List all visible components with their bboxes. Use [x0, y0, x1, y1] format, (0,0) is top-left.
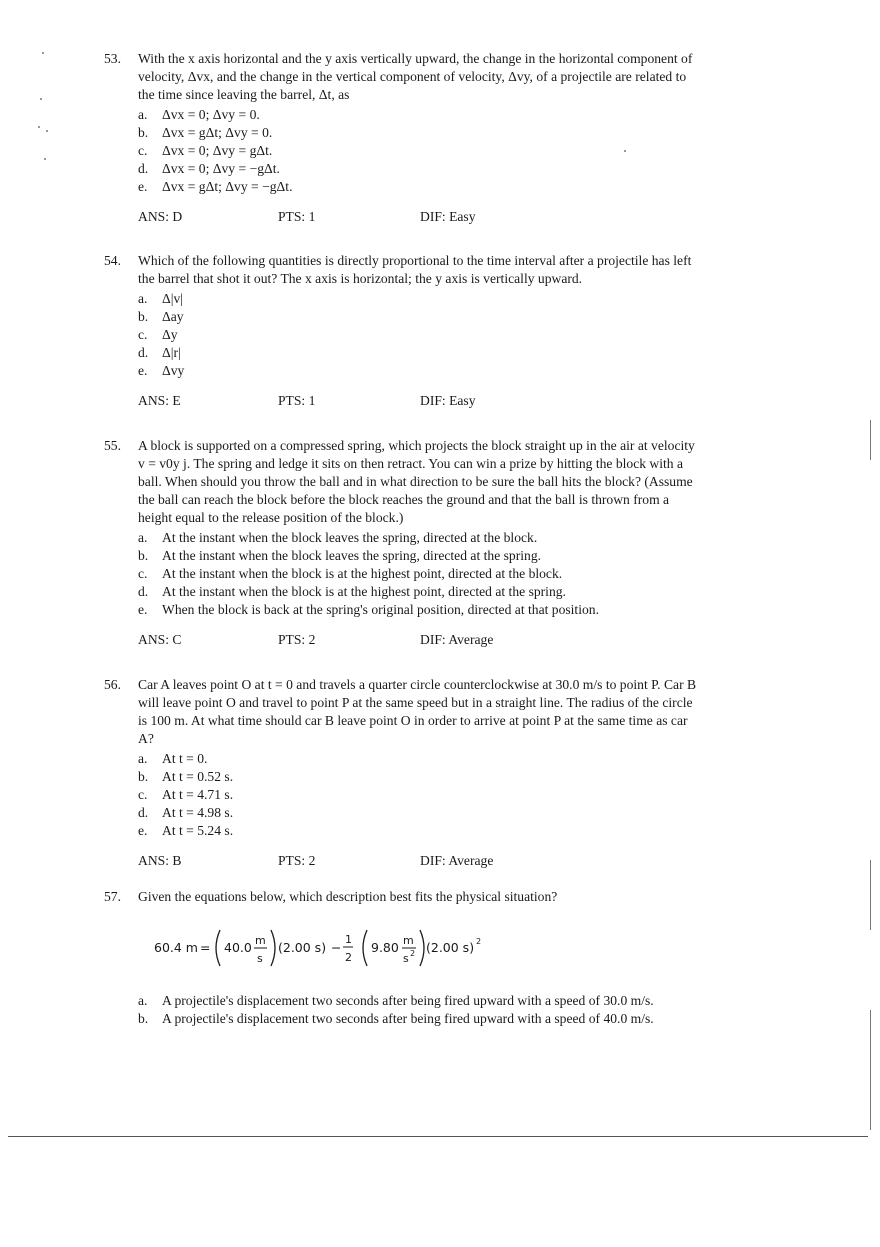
scan-speck	[44, 158, 46, 160]
initial-speed-value: 40.0	[224, 940, 252, 955]
choice-b: b. At the instant when the block leaves the spring, directed at the spring.	[138, 548, 542, 563]
stem-line: v = v0y j. The spring and ledge it sits on then retract. You can win a prize by hitting the block with a	[138, 456, 684, 471]
choice-a: a. Δ|v|	[138, 291, 183, 306]
choice-list	[138, 750, 794, 840]
scan-speck	[38, 126, 40, 128]
stem-line: Car A leaves point O at t = 0 and travels a quarter circle counterclockwise at 30.0 m/s to point P. Car B	[138, 677, 697, 692]
points: PTS: 2	[278, 853, 316, 868]
answer-line	[138, 392, 794, 410]
stem-line: A block is supported on a compressed spring, which projects the block straight up in the air at velocity	[138, 438, 695, 453]
choice-e: e. At t = 5.24 s.	[138, 823, 234, 838]
half-numerator: 1	[345, 933, 352, 946]
scan-edge	[870, 1010, 871, 1130]
choice-e: e. Δvx = gΔt; Δvy = −gΔt.	[138, 179, 293, 194]
difficulty: DIF: Average	[420, 853, 494, 868]
stem-line: Given the equations below, which description best fits the physical situation?	[138, 889, 558, 904]
question-53	[104, 50, 794, 226]
choice-a: a. At t = 0.	[138, 751, 208, 766]
equation-graphic	[154, 922, 574, 974]
stem-line: the time since leaving the barrel, Δt, as	[138, 87, 350, 102]
question-number: 56.	[104, 677, 121, 692]
question-stem	[138, 676, 794, 748]
choice-d: d. Δvx = 0; Δvy = −gΔt.	[138, 161, 280, 176]
scan-speck	[40, 98, 42, 100]
gravity-value: 9.80	[371, 940, 399, 955]
choice-c: c. Δvx = 0; Δvy = gΔt.	[138, 143, 273, 158]
stem-line: With the x axis horizontal and the y axis vertically upward, the change in the horizontal component of	[138, 51, 693, 66]
stem-line: is 100 m. At what time should car B leave point O in order to arrive at point P at the same time as car	[138, 713, 688, 728]
page-bottom-rule	[8, 1136, 868, 1137]
paren-close	[271, 930, 275, 966]
choice-b: b. A projectile's displacement two seconds after being fired upward with a speed of 40.0 m/s.	[138, 1011, 654, 1026]
question-54	[104, 252, 794, 410]
question-stem	[138, 888, 794, 906]
question-number: 53.	[104, 51, 121, 66]
choice-a: a. At the instant when the block leaves the spring, directed at the block.	[138, 530, 538, 545]
unit-seconds: s	[257, 952, 263, 965]
exponent: 2	[476, 937, 482, 946]
stem-line: ball. When should you throw the ball and in what direction to be sure the ball hits the block? (Assume	[138, 474, 693, 489]
half-denominator: 2	[345, 951, 352, 964]
time-term-1: (2.00 s)	[278, 940, 327, 955]
answer-line	[138, 631, 794, 649]
answer: ANS: B	[138, 853, 182, 868]
points: PTS: 2	[278, 632, 316, 647]
choice-list	[138, 992, 794, 1028]
choice-b: b. Δvx = gΔt; Δvy = 0.	[138, 125, 273, 140]
question-56	[104, 676, 794, 870]
stem-line: height equal to the release position of the block.)	[138, 510, 404, 525]
answer: ANS: D	[138, 209, 183, 224]
stem-line: the ball can reach the block before the block reaches the ground and that the ball is thrown from a	[138, 492, 670, 507]
choice-b: b. Δay	[138, 309, 184, 324]
choice-a: a. A projectile's displacement two seconds after being fired upward with a speed of 30.0 m/s.	[138, 993, 654, 1008]
points: PTS: 1	[278, 209, 316, 224]
unit-meters: m	[403, 934, 414, 947]
answer-line	[138, 208, 794, 226]
question-55	[104, 437, 794, 649]
choice-list	[138, 106, 794, 196]
question-number: 57.	[104, 889, 121, 904]
exponent: 2	[410, 949, 416, 958]
choice-d: d. At t = 4.98 s.	[138, 805, 234, 820]
stem-line: Which of the following quantities is directly proportional to the time interval after a projectile has left	[138, 253, 692, 268]
stem-line: the barrel that shot it out? The x axis is horizontal; the y axis is vertically upward.	[138, 271, 583, 286]
choice-c: c. Δy	[138, 327, 178, 342]
question-stem	[138, 50, 794, 104]
choice-e: e. Δvy	[138, 363, 185, 378]
choice-d: d. Δ|r|	[138, 345, 181, 360]
scan-edge	[870, 420, 871, 460]
scan-speck	[42, 52, 44, 54]
choice-e: e. When the block is back at the spring's original position, directed at that position.	[138, 602, 599, 617]
choice-c: c. At t = 4.71 s.	[138, 787, 234, 802]
choice-list	[138, 529, 794, 619]
paren-open	[216, 930, 220, 966]
equation-lhs: 60.4 m	[154, 940, 198, 955]
answer: ANS: C	[138, 632, 182, 647]
answer-line	[138, 852, 794, 870]
unit-seconds: s	[403, 952, 409, 965]
question-57	[104, 888, 794, 1028]
scan-speck	[46, 130, 48, 132]
points: PTS: 1	[278, 393, 316, 408]
difficulty: DIF: Easy	[420, 393, 476, 408]
stem-line: velocity, Δvx, and the change in the vertical component of velocity, Δvy, of a projectile are related to	[138, 69, 687, 84]
choice-a: a. Δvx = 0; Δvy = 0.	[138, 107, 260, 122]
unit-meters: m	[255, 934, 266, 947]
answer: ANS: E	[138, 393, 181, 408]
equation-minus: −	[331, 940, 342, 955]
question-number: 55.	[104, 438, 121, 453]
difficulty: DIF: Easy	[420, 209, 476, 224]
difficulty: DIF: Average	[420, 632, 494, 647]
stem-line: will leave point O and travel to point P at the same speed but in a straight line. The radius of the circle	[138, 695, 693, 710]
question-stem	[138, 437, 794, 527]
paren-close	[420, 930, 424, 966]
question-stem	[138, 252, 794, 288]
choice-d: d. At the instant when the block is at the highest point, directed at the spring.	[138, 584, 566, 599]
choice-b: b. At t = 0.52 s.	[138, 769, 234, 784]
kinematics-equation	[154, 922, 794, 974]
paren-open	[363, 930, 367, 966]
choice-list	[138, 290, 794, 380]
scan-edge	[870, 860, 871, 930]
time-term-2: (2.00 s)	[426, 940, 475, 955]
equation-equals: =	[200, 940, 211, 955]
stem-line: A?	[138, 731, 154, 746]
choice-c: c. At the instant when the block is at the highest point, directed at the block.	[138, 566, 563, 581]
question-number: 54.	[104, 253, 121, 268]
